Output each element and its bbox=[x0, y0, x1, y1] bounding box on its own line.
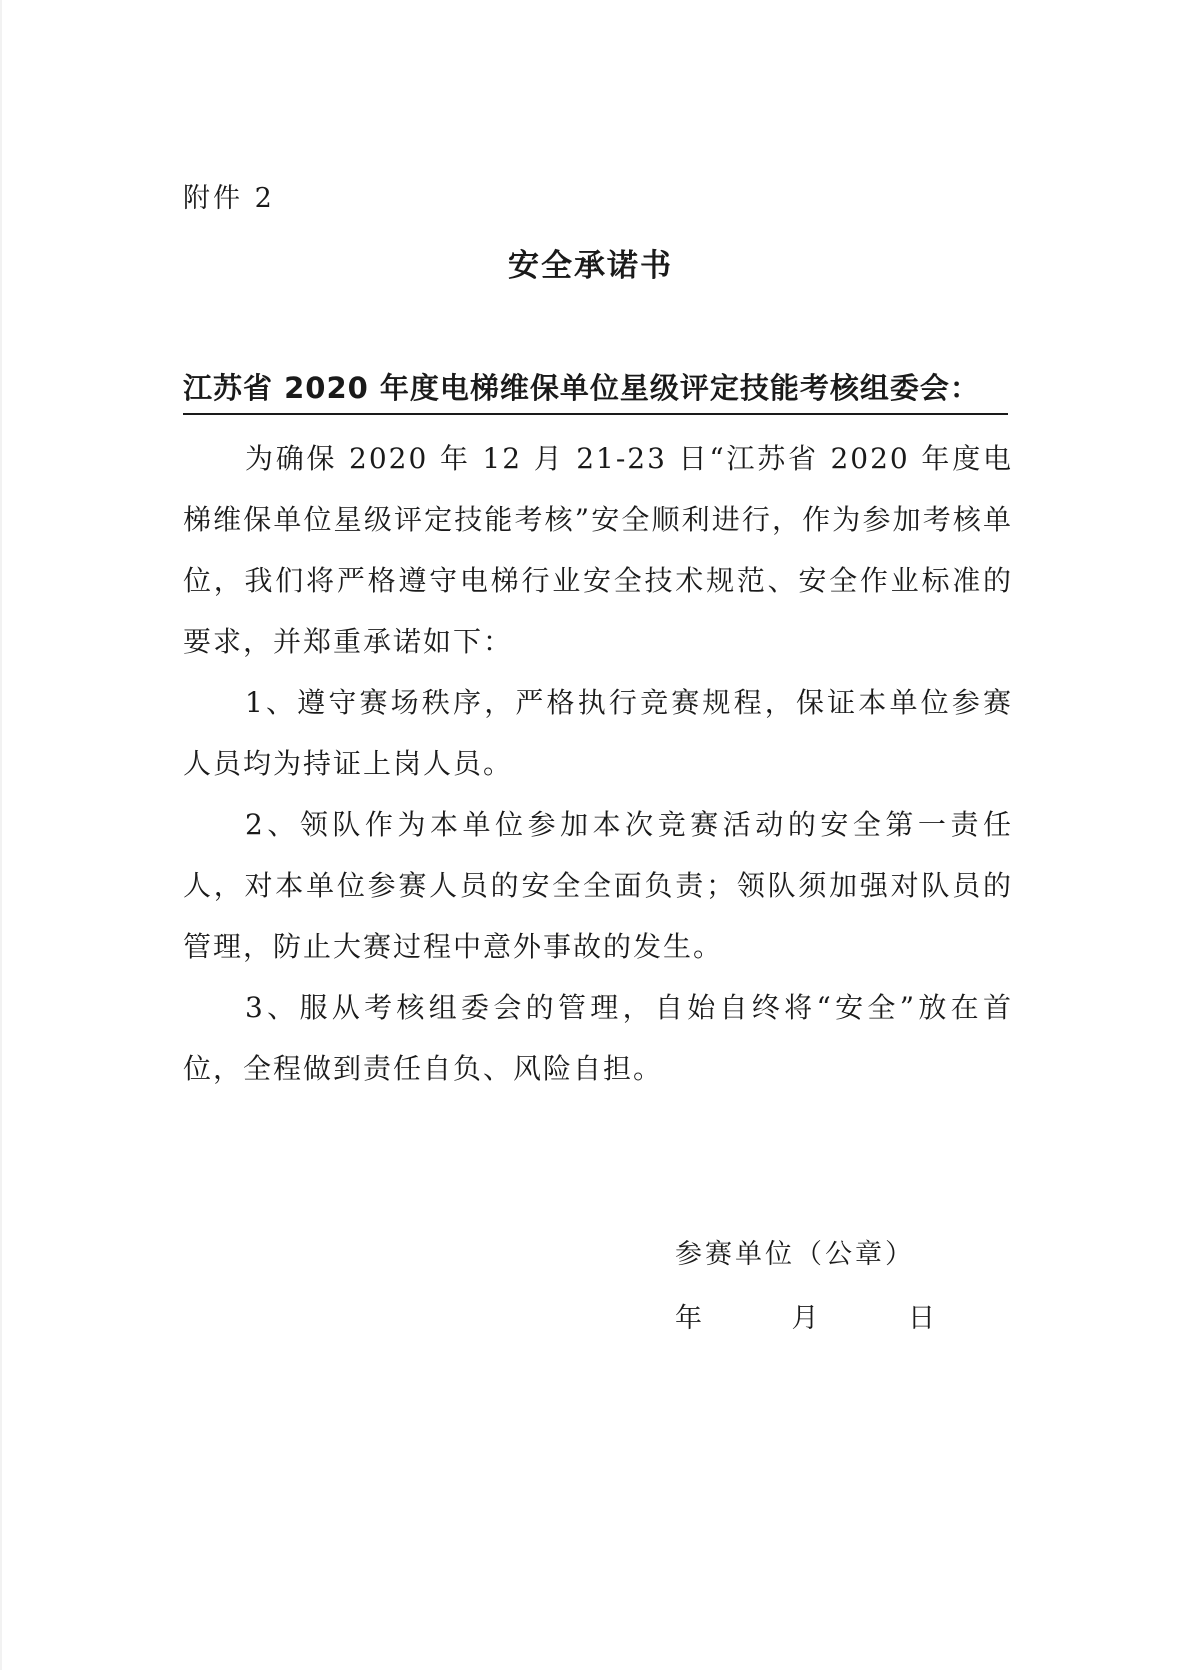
attachment-label: 附件 2 bbox=[183, 183, 275, 214]
intro-paragraph: 为确保 2020 年 12 月 21-23 日“江苏省 2020 年度电梯维保单位星级评定技能考核”安全顺利进行，作为参加考核单位，我们将严格遵守电梯行业安全技术规范、安全作业标准的要求，并郑重承诺如下： bbox=[183, 442, 1013, 658]
document-body bbox=[183, 428, 1013, 1099]
signature-date-row bbox=[675, 1296, 935, 1335]
document-title: 安全承诺书 bbox=[508, 248, 673, 284]
date-day: 日 bbox=[908, 1303, 935, 1334]
commitment-item-3: 3、服从考核组委会的管理，自始自终将“安全”放在首位，全程做到责任自负、风险自担。 bbox=[183, 991, 1013, 1085]
date-month: 月 bbox=[791, 1303, 819, 1334]
commitment-item-1: 1、遵守赛场秩序，严格执行竞赛规程，保证本单位参赛人员均为持证上岗人员。 bbox=[183, 686, 1013, 780]
addressee-line: 江苏省 2020 年度电梯维保单位星级评定技能考核组委会： bbox=[183, 366, 1008, 415]
signature-unit-label: 参赛单位（公章） bbox=[675, 1239, 915, 1270]
commitment-item-2: 2、领队作为本单位参加本次竞赛活动的安全第一责任人，对本单位参赛人员的安全全面负责；领队须加强对队员的管理，防止大赛过程中意外事故的发生。 bbox=[183, 808, 1013, 963]
date-year: 年 bbox=[675, 1303, 702, 1334]
